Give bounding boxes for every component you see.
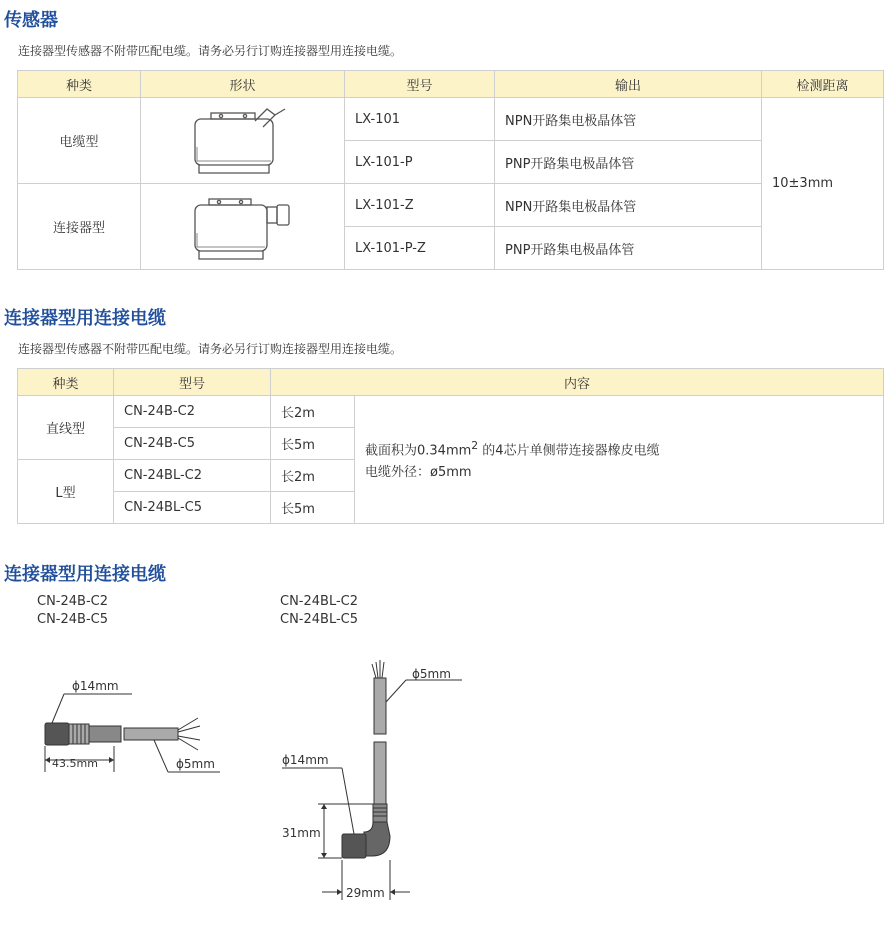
cable-table (17, 368, 884, 524)
col-header-model: 型号 (345, 71, 495, 98)
col-header-shape: 形状 (141, 71, 345, 98)
connector-type-sensor-icon (191, 193, 295, 261)
cable-table-header (18, 369, 884, 396)
l-connector-diameter-label: ϕ14mm (282, 753, 329, 767)
sensor-table (17, 70, 884, 270)
l-cable-diameter-label: ϕ5mm (412, 667, 451, 681)
model-cell: CN-24B-C5 (114, 428, 271, 460)
straight-model-2: CN-24B-C5 (37, 612, 108, 627)
col-header-content: 内容 (271, 369, 884, 396)
length-cell: 长2m (271, 460, 355, 492)
straight-model-1: CN-24B-C2 (37, 594, 108, 609)
col-header-type: 种类 (18, 369, 114, 396)
cable-note: 连接器型传感器不附带匹配电缆。请务必另行订购连接器型用连接电缆。 (18, 342, 403, 356)
content-line-2: 电缆外径：ø5mm (365, 465, 472, 481)
l-model-1: CN-24BL-C2 (280, 594, 359, 609)
length-cell: 长5m (271, 492, 355, 524)
table-row (18, 184, 884, 227)
output-cell: PNP开路集电极晶体管 (495, 227, 762, 270)
distance-cell: 10±3mm (762, 98, 884, 270)
l-type-cable-drawing (278, 660, 478, 910)
straight-cable-drawing (28, 668, 248, 788)
shape-cell (141, 98, 345, 184)
content-line-1: 截面积为$0.34mm^2$ 的4芯片单侧带连接器橡皮电缆 (365, 438, 660, 459)
straight-length-label: 43.5mm (52, 757, 98, 770)
l-model-2: CN-24BL-C5 (280, 612, 359, 627)
col-header-type: 种类 (18, 71, 141, 98)
col-header-model: 型号 (114, 369, 271, 396)
section-title-sensor: 传感器 (4, 10, 58, 31)
output-cell: PNP开路集电极晶体管 (495, 141, 762, 184)
table-row (18, 396, 884, 428)
type-cell: L型 (18, 460, 114, 524)
model-cell: CN-24BL-C5 (114, 492, 271, 524)
model-cell: LX-101-P-Z (345, 227, 495, 270)
cable-type-sensor-icon (191, 107, 295, 175)
sensor-note: 连接器型传感器不附带匹配电缆。请务必另行订购连接器型用连接电缆。 (18, 44, 403, 58)
section-title-dimensions: 连接器型用连接电缆 (4, 564, 166, 585)
content-cell (355, 396, 884, 524)
sensor-table-header (18, 71, 884, 98)
length-cell: 长2m (271, 396, 355, 428)
model-cell: CN-24B-C2 (114, 396, 271, 428)
model-cell: CN-24BL-C2 (114, 460, 271, 492)
type-cell: 直线型 (18, 396, 114, 460)
straight-cable-diameter-label: ϕ5mm (176, 757, 215, 771)
output-cell: NPN开路集电极晶体管 (495, 184, 762, 227)
col-header-distance: 检测距离 (762, 71, 884, 98)
col-header-output: 输出 (495, 71, 762, 98)
length-cell: 长5m (271, 428, 355, 460)
type-cell: 连接器型 (18, 184, 141, 270)
shape-cell (141, 184, 345, 270)
model-cell: LX-101-P (345, 141, 495, 184)
model-cell: LX-101 (345, 98, 495, 141)
l-height-label: 31mm (282, 826, 321, 840)
straight-connector-diameter-label: ϕ14mm (72, 679, 119, 693)
section-title-cable: 连接器型用连接电缆 (4, 308, 166, 329)
type-cell: 电缆型 (18, 98, 141, 184)
table-row (18, 98, 884, 141)
model-cell: LX-101-Z (345, 184, 495, 227)
l-width-label: 29mm (346, 886, 385, 900)
output-cell: NPN开路集电极晶体管 (495, 98, 762, 141)
